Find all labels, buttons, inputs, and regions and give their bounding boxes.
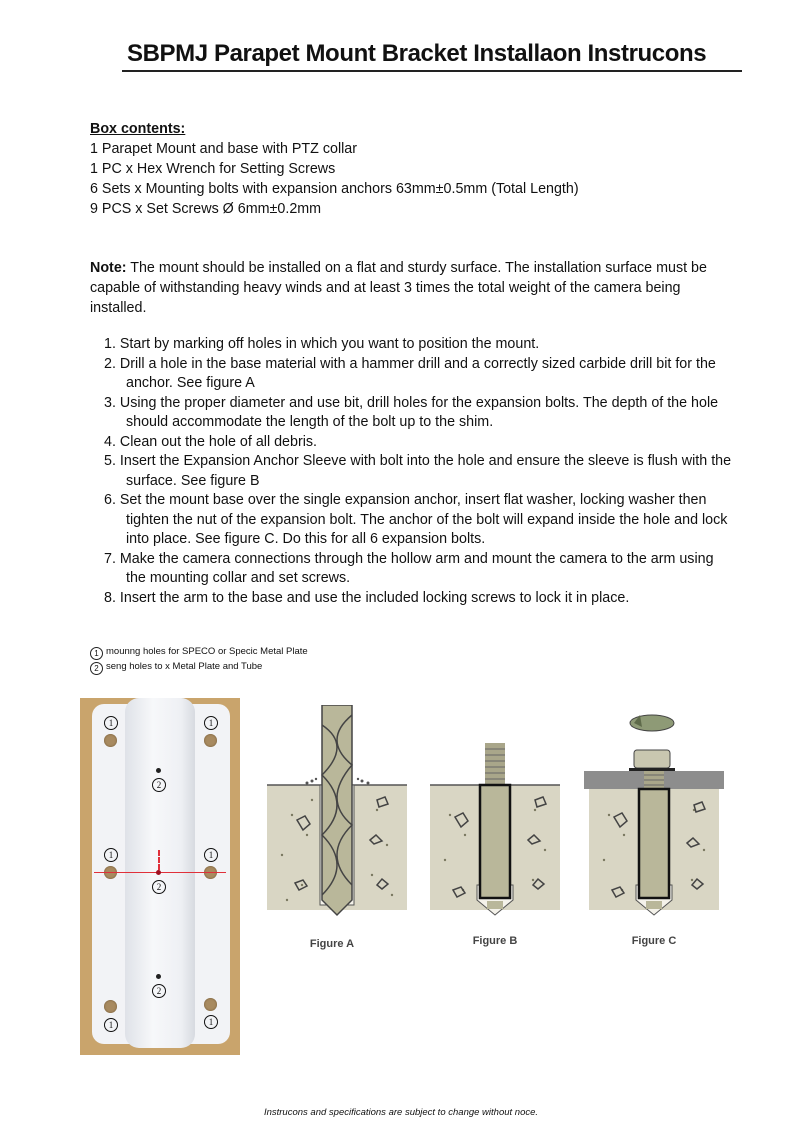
mark-1-icon: 1 [104,848,118,862]
circled-number-icon: 1 [90,647,103,660]
tightened-bolt-icon [584,705,734,935]
mounting-hole [204,998,217,1011]
legend-text: mounng holes for SPECO or Specic Metal Plate [106,646,308,657]
set-hole [156,768,161,773]
figure-caption: Figure A [309,938,355,950]
bracket-photo [80,698,240,1055]
figure-a [262,705,412,955]
expansion-anchor-icon [425,705,575,935]
legend-item [90,660,308,675]
mark-1-icon: 1 [204,716,218,730]
set-hole [156,870,161,875]
figures-group [262,705,727,960]
mounting-hole [204,734,217,747]
figure-caption: Figure C [631,935,677,947]
title-underline [122,70,742,72]
page-title: SBPMJ Parapet Mount Bracket Installaon Instrucons [127,40,707,67]
mark-1-icon: 1 [104,716,118,730]
step-item: 3. Using the proper diameter and use bit, drill holes for the expansion bolts. The depth of the hole should accommodate the length of the bolt up to the shim. [104,394,719,430]
mounting-hole [104,734,117,747]
note-text: The mount should be installed on a flat and sturdy surface. The installation surface must be capable of withstanding heavy winds and at least 3 times the total weight of the camera being installed. [90,260,707,316]
box-contents-section [90,119,579,219]
mark-2-icon: 2 [152,984,166,998]
circled-number-icon: 2 [90,662,103,675]
box-item: 1 Parapet Mount and base with PTZ collar [90,141,358,157]
figure-c [584,705,734,955]
set-hole [156,974,161,979]
laser-guide-vertical [158,850,161,870]
note-paragraph [90,258,730,318]
note-label: Note: [90,260,127,276]
mark-2-icon: 2 [152,880,166,894]
figure-caption: Figure B [472,935,518,947]
mark-2-icon: 2 [152,778,166,792]
hole-legend [90,645,308,675]
step-item: 4. Clean out the hole of all debris. [104,433,318,450]
step-item: 5. Insert the Expansion Anchor Sleeve with bolt into the hole and ensure the sleeve is flush with the surface. See figure B [104,453,732,489]
step-item: 2. Drill a hole in the base material with a hammer drill and a correctly sized carbide drill bit for the anchor. See figure A [104,355,716,391]
step-item: 6. Set the mount base over the single expansion anchor, insert flat washer, locking washer then tighten the nut of the expansion bolt. The anchor of the bolt will expand inside the hole and lock into place. See figure C. Do this for all 6 expansion bolts. [104,492,728,547]
box-item: 6 Sets x Mounting bolts with expansion anchors 63mm±0.5mm (Total Length) [90,181,579,197]
mark-1-icon: 1 [204,1015,218,1029]
figure-b [425,705,575,955]
legend-text: seng holes to x Metal Plate and Tube [106,661,263,672]
step-item: 1. Start by marking off holes in which you want to position the mount. [104,336,540,352]
drill-bit-icon [262,705,412,935]
mounting-hole [104,1000,117,1013]
box-item: 1 PC x Hex Wrench for Setting Screws [90,161,336,177]
step-item: 8. Insert the arm to the base and use the included locking screws to lock it in place. [104,589,630,606]
footer-disclaimer: Instrucons and specifications are subject to change without noce. [263,1107,539,1118]
steps-list [104,335,734,608]
step-item: 7. Make the camera connections through the hollow arm and mount the camera to the arm using the mounting collar and set screws. [104,550,714,586]
legend-item [90,645,308,660]
box-contents-heading: Box contents: [90,121,186,137]
box-item: 9 PCS x Set Screws Ø 6mm±0.2mm [90,201,322,217]
mark-1-icon: 1 [104,1018,118,1032]
mark-1-icon: 1 [204,848,218,862]
